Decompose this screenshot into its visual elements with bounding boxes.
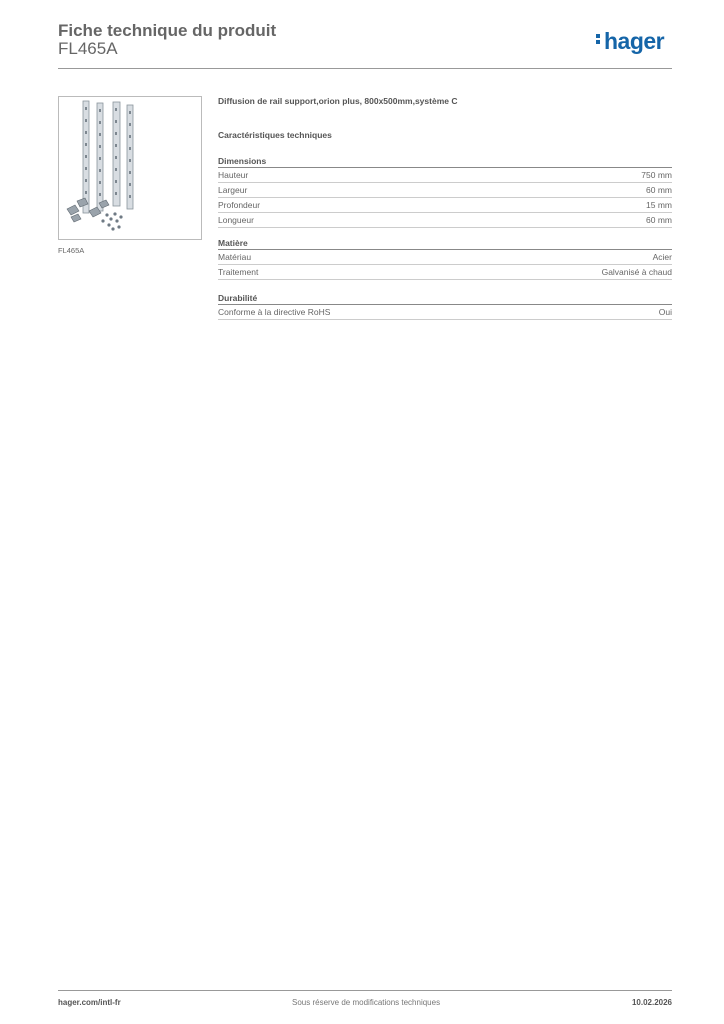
- rail-kit-illustration: [59, 97, 201, 239]
- product-description: Diffusion de rail support,orion plus, 800x500mm,système C: [218, 96, 458, 106]
- page-title: Fiche technique du produit: [58, 21, 277, 40]
- group-title: Durabilité: [218, 292, 672, 305]
- dimensions-group: [218, 155, 672, 228]
- header-divider: [58, 68, 672, 69]
- table-row: [218, 198, 672, 213]
- durability-group: [218, 292, 672, 320]
- row-label: Hauteur: [218, 170, 249, 180]
- row-value: Galvanisé à chaud: [601, 267, 672, 277]
- table-row: [218, 183, 672, 198]
- footer-website-link[interactable]: hager.com/intl-fr: [58, 998, 121, 1007]
- footer-note: Sous réserve de modifications techniques: [292, 998, 441, 1007]
- row-value: 750 mm: [641, 170, 672, 180]
- table-row: [218, 168, 672, 183]
- row-value: 60 mm: [646, 215, 672, 225]
- logo-text: hager: [604, 28, 665, 54]
- table-row: [218, 305, 672, 320]
- row-label: Matériau: [218, 252, 252, 262]
- row-value: 60 mm: [646, 185, 672, 195]
- row-value: Oui: [658, 307, 672, 317]
- row-value: 15 mm: [646, 200, 672, 210]
- footer-divider: [58, 990, 672, 991]
- material-group: [218, 237, 672, 280]
- row-label: Longueur: [218, 215, 254, 225]
- logo-dots-icon: [596, 32, 602, 46]
- group-title: Matière: [218, 237, 672, 250]
- table-row: [218, 250, 672, 265]
- product-reference: FL465A: [58, 39, 118, 58]
- image-caption: FL465A: [58, 246, 85, 255]
- table-row: [218, 213, 672, 228]
- row-label: Traitement: [218, 267, 259, 277]
- table-row: [218, 265, 672, 280]
- row-label: Conforme à la directive RoHS: [218, 307, 331, 317]
- row-label: Largeur: [218, 185, 248, 195]
- row-value: Acier: [652, 252, 672, 262]
- footer-date: 10.02.2026: [631, 998, 672, 1007]
- row-label: Profondeur: [218, 200, 261, 210]
- hager-logo: [596, 28, 664, 55]
- section-title: Caractéristiques techniques: [218, 130, 332, 140]
- group-title: Dimensions: [218, 155, 672, 168]
- product-image: [58, 96, 202, 240]
